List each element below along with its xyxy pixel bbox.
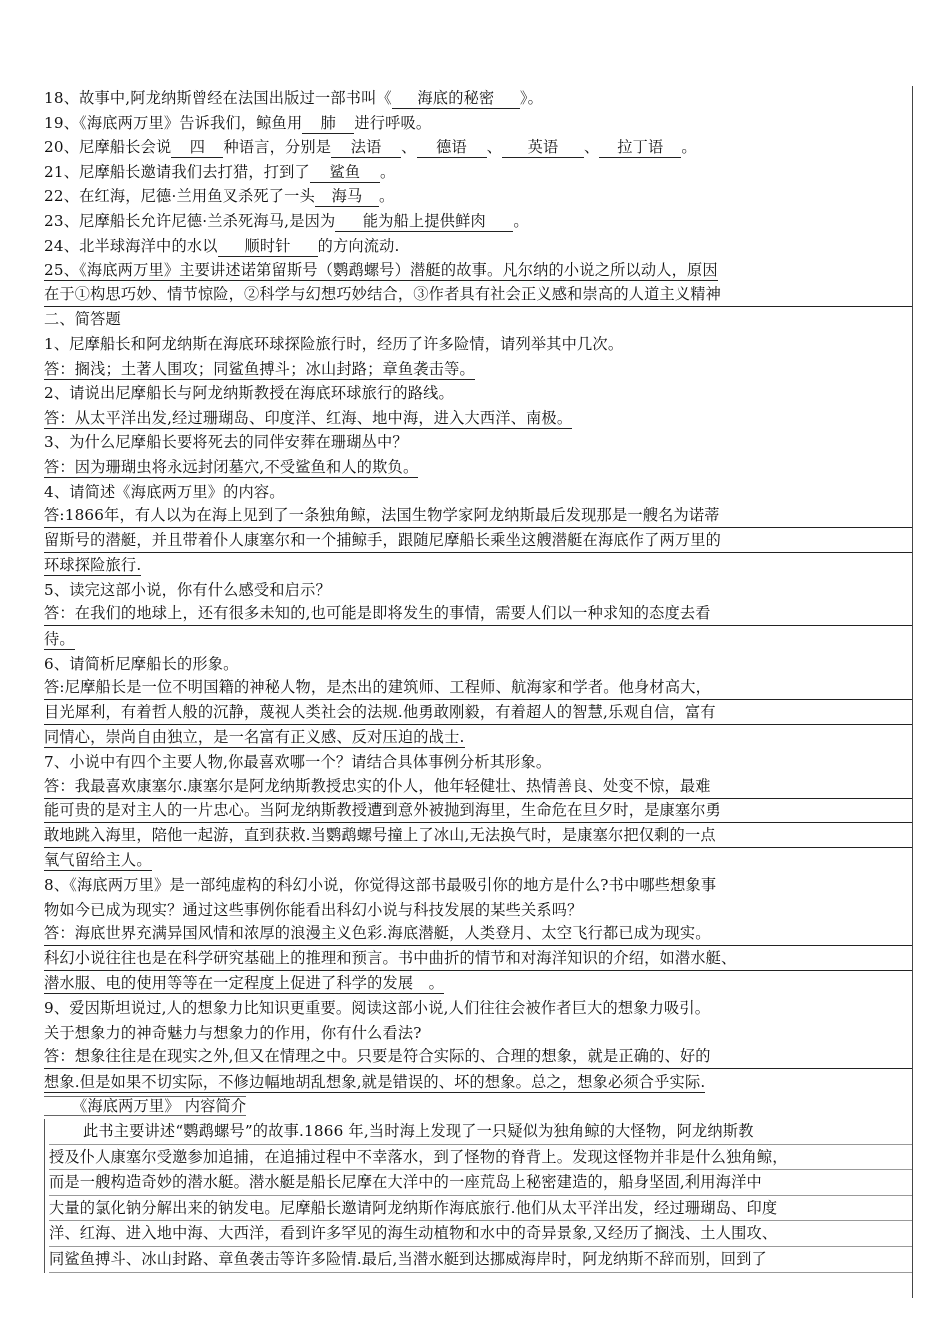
question-8-text: 8、《海底两万里》是一部纯虚构的科幻小说，你觉得这部书最吸引你的地方是什么?书中哪些想象事 bbox=[44, 876, 717, 894]
answer-2-line bbox=[44, 406, 912, 431]
answer-text: 留斯号的潜艇，并且带着仆人康塞尔和一个捕鲸手，跟随尼摩船长乘坐这艘潜艇在海底作了两万里的 bbox=[44, 529, 912, 553]
question-8-text: 物如今已成为现实？通过这些事例你能看出科幻小说与科技发展的某些关系吗？ bbox=[44, 900, 583, 919]
short-answer-section bbox=[44, 332, 912, 1094]
answer-blank: 拉丁语 bbox=[599, 138, 681, 158]
question-2-text: 2、请说出尼摩船长与阿龙纳斯教授在海底环球旅行的路线。 bbox=[44, 384, 454, 403]
question-4-text: 4、请简述《海底两万里》的内容。 bbox=[44, 482, 285, 501]
answer-text: 潜水服、电的使用等等在一定程度上促进了科学的发展 。 bbox=[44, 974, 445, 993]
answer-text: 环球探险旅行. bbox=[44, 556, 142, 575]
answer-9-line bbox=[44, 1045, 912, 1070]
intro-line: 此书主要讲述“鹦鹉螺号”的故事.1866 年,当时海上发现了一只疑似为独角鲸的大怪物，阿龙纳斯教 bbox=[49, 1119, 912, 1145]
question-25-line-2: 在于①构思巧妙、情节惊险，②科学与幻想巧妙结合，③作者具有社会正义感和崇高的人道主义精神 bbox=[44, 283, 912, 308]
answer-text: 能可贵的是对主人的一片忠心。当阿龙纳斯教授遭到意外被抛到海里，生命危在旦夕时，是康塞尔勇 bbox=[44, 799, 912, 823]
answer-blank: 四 bbox=[171, 138, 223, 158]
answer-6-line bbox=[44, 676, 912, 701]
answer-text: 答：想象往往是在现实之外,但又在情理之中。只要是符合实际的、合理的想象，就是正确的、好的 bbox=[44, 1045, 912, 1069]
answer-text: 答：从太平洋出发,经过珊瑚岛、印度洋、红海、地中海，进入大西洋、南极。 bbox=[44, 408, 573, 427]
intro-line: 授及仆人康塞尔受邀参加追捕，在追捕过程中不幸落水，到了怪物的脊背上。发现这怪物并非是什么独角鲸， bbox=[49, 1145, 912, 1171]
answer-blank: 肺 bbox=[302, 114, 354, 134]
document-page bbox=[44, 86, 913, 1298]
answer-7-line bbox=[44, 824, 912, 849]
question-9-text: 关于想象力的神奇魅力与想象力的作用，你有什么看法? bbox=[44, 1023, 422, 1042]
intro-line: 同鲨鱼搏斗、冰山封路、章鱼袭击等许多险情.最后,当潜水艇到达挪威海岸时，阿龙纳斯不辞而别，回到了 bbox=[49, 1247, 912, 1273]
answer-blank: 能为船上提供鲜肉 bbox=[335, 212, 513, 232]
question-7-text: 7、小说中有四个主要人物,你最喜欢哪一个？请结合具体事例分析其形象。 bbox=[44, 753, 552, 772]
answer-1-line bbox=[44, 357, 912, 382]
intro-title: 《海底两万里》 内容简介 bbox=[44, 1096, 246, 1116]
question-1-text: 1、尼摩船长和阿龙纳斯在海底环球探险旅行时，经历了许多险情，请列举其中几次。 bbox=[44, 334, 624, 353]
answer-8-line bbox=[44, 947, 912, 972]
question-18: 18、故事中,阿龙纳斯曾经在法国出版过一部书叫《 海底的秘密 》。 bbox=[44, 89, 544, 107]
intro-body bbox=[44, 1119, 912, 1273]
answer-blank: 海底的秘密 bbox=[392, 89, 520, 109]
section-title: 二、简答题 bbox=[44, 310, 121, 329]
answer-text: 答：因为珊瑚虫将永远封闭墓穴,不受鲨鱼和人的欺负。 bbox=[44, 457, 419, 476]
answer-6-line bbox=[44, 701, 912, 726]
answer-text: 科幻小说往往也是在科学研究基础上的推理和预言。书中曲折的情节和对海洋知识的介绍，如潜水艇、 bbox=[44, 947, 912, 971]
answer-9-line bbox=[44, 1070, 912, 1095]
answer-text: 目光犀利，有着哲人般的沉静，蔑视人类社会的法规.他勇敢刚毅，有着超人的智慧,乐观自信，富有 bbox=[44, 701, 912, 725]
answer-blank: 英语 bbox=[502, 138, 584, 158]
answer-text: 待。 bbox=[44, 630, 75, 649]
answer-text: 想象.但是如果不切实际，不修边幅地胡乱想象,就是错误的、坏的想象。总之，想象必须合乎实际. bbox=[44, 1072, 706, 1091]
answer-text: 敢地跳入海里，陪他一起游，直到获救.当鹦鹉螺号撞上了冰山,无法换气时，是康塞尔把仅剩的一点 bbox=[44, 824, 912, 848]
answer-7-line bbox=[44, 775, 912, 800]
question-22: 22、在红海，尼德·兰用鱼叉杀死了一头 海马 。 bbox=[44, 187, 395, 206]
answer-blank: 德语 bbox=[417, 138, 487, 158]
answer-6-line bbox=[44, 725, 912, 750]
question-23: 23、尼摩船长允许尼德·兰杀死海马,是因为 能为船上提供鲜肉 。 bbox=[44, 211, 529, 230]
question-5-text: 5、读完这部小说，你有什么感受和启示？ bbox=[44, 580, 331, 599]
question-20: 20、尼摩船长会说 四 种语言，分别是 法语 、 德语 、 英语 、 拉丁语 。 bbox=[44, 138, 697, 157]
answer-text: 答:1866年，有人以为在海上见到了一条独角鲸，法国生物学家阿龙纳斯最后发现那是一艘名为诺蒂 bbox=[44, 504, 912, 528]
answer-blank: 顺时针 bbox=[218, 237, 318, 257]
answer-7-line bbox=[44, 848, 912, 873]
question-6-text: 6、请简析尼摩船长的形象。 bbox=[44, 654, 239, 673]
answer-text: 答：我最喜欢康塞尔.康塞尔是阿龙纳斯教授忠实的仆人，他年轻健壮、热情善良、处变不惊，最难 bbox=[44, 775, 912, 799]
answer-4-line bbox=[44, 504, 912, 529]
answer-4-line bbox=[44, 553, 912, 578]
answer-5-line bbox=[44, 602, 912, 627]
question-21: 21、尼摩船长邀请我们去打猎，打到了 鲨鱼 。 bbox=[44, 162, 396, 181]
answer-4-line bbox=[44, 529, 912, 554]
answer-5-line bbox=[44, 627, 912, 652]
question-3-text: 3、为什么尼摩船长要将死去的同伴安葬在珊瑚丛中？ bbox=[44, 433, 408, 452]
intro-line: 洋、红海、进入地中海、大西洋，看到许多罕见的海生动植物和水中的奇异景象,又经历了搁浅、土人围攻、 bbox=[49, 1221, 912, 1247]
answer-text: 答：在我们的地球上，还有很多未知的,也可能是即将发生的事情，需要人们以一种求知的态度去看 bbox=[44, 602, 912, 626]
answer-3-line bbox=[44, 455, 912, 480]
question-19: 19、《海底两万里》告诉我们，鲸鱼用 肺 进行呼吸。 bbox=[44, 113, 432, 132]
answer-7-line bbox=[44, 799, 912, 824]
answer-text: 同情心，崇尚自由独立，是一名富有正义感、反对压迫的战士. bbox=[44, 728, 465, 747]
answer-text: 氧气留给主人。 bbox=[44, 851, 152, 870]
answer-blank: 法语 bbox=[331, 138, 401, 158]
answer-text: 答：搁浅；土著人围攻；同鲨鱼搏斗；冰山封路；章鱼袭击等。 bbox=[44, 359, 475, 378]
intro-line: 大量的氯化钠分解出来的钠发电。尼摩船长邀请阿龙纳斯作海底旅行.他们从太平洋出发，经过珊瑚岛、印度 bbox=[49, 1196, 912, 1222]
answer-8-line bbox=[44, 922, 912, 947]
question-24: 24、北半球海洋中的水以 顺时针 的方向流动. bbox=[44, 236, 400, 255]
question-25-line-1: 25、《海底两万里》主要讲述诺第留斯号（鹦鹉螺号）潜艇的故事。凡尔纳的小说之所以动人，原因 bbox=[44, 261, 718, 280]
question-9-text: 9、爱因斯坦说过,人的想象力比知识更重要。阅读这部小说,人们往往会被作者巨大的想象力吸引。 bbox=[44, 998, 711, 1017]
intro-line: 而是一艘构造奇妙的潜水艇。潜水艇是船长尼摩在大洋中的一座荒岛上秘密建造的，船身坚固,利用海洋中 bbox=[49, 1170, 912, 1196]
answer-blank: 海马 bbox=[315, 187, 379, 207]
answer-blank: 鲨鱼 bbox=[310, 163, 380, 183]
answer-text: 答:尼摩船长是一位不明国籍的神秘人物，是杰出的建筑师、工程师、航海家和学者。他身材高大， bbox=[44, 676, 912, 700]
answer-8-line bbox=[44, 971, 912, 996]
intro-title-row bbox=[44, 1094, 912, 1119]
answer-text: 答：海底世界充满异国风情和浓厚的浪漫主义色彩.海底潜艇，人类登月、太空飞行都已成为现实。 bbox=[44, 922, 912, 946]
